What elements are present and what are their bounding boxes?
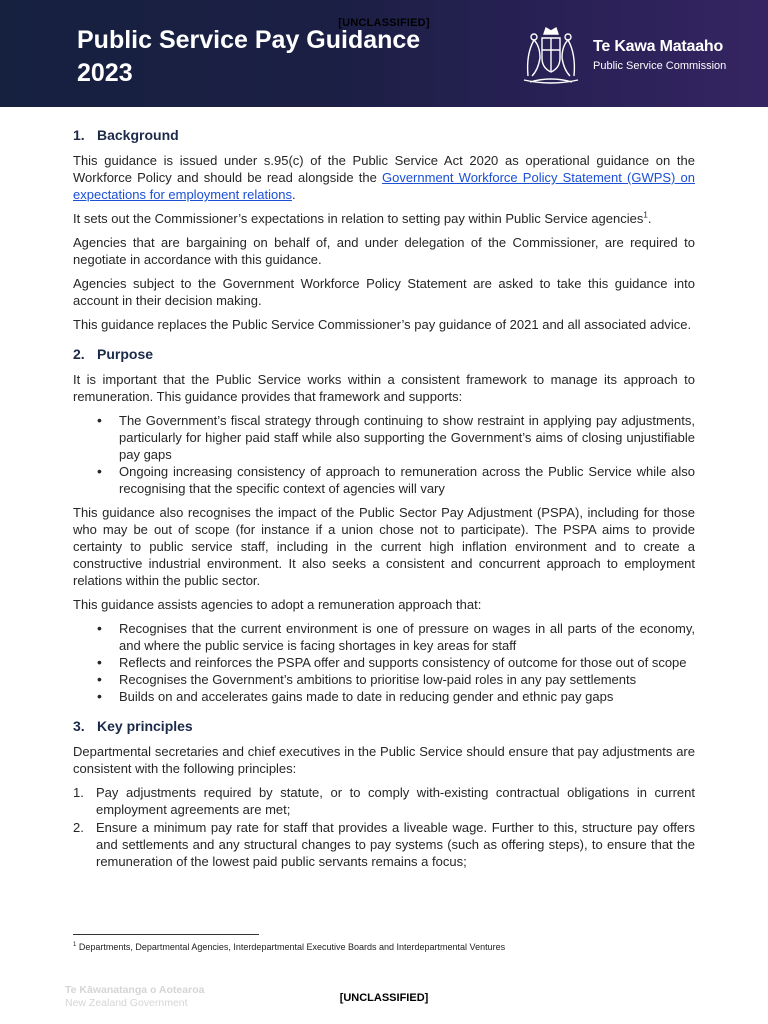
nz-government-logo: Te Kāwanatanga o Aotearoa New Zealand Government xyxy=(65,984,205,1009)
classification-label-top: [UNCLASSIFIED] xyxy=(338,17,430,29)
logo-name: Te Kawa Mataaho xyxy=(593,38,724,55)
list-item: 2. Ensure a minimum pay rate for staff that provides a liveable wage. Further to this, structure pay offers and settlements and any structural changes to pay systems (such as offering steps), to ensure that the remuneration of the lowest paid public servants remains a focus; xyxy=(73,820,695,869)
logo-subtitle: Public Service Commission xyxy=(593,60,727,72)
bullet-list xyxy=(73,412,695,497)
list-item: • Ongoing increasing consistency of approach to remuneration across the Public Service while also recognising that the specific context of agencies will vary xyxy=(73,463,695,497)
section-heading: 3. Key principles xyxy=(73,718,193,734)
paragraph: Agencies that are bargaining on behalf of, and under delegation of the Commissioner, are required to negotiate in accordance with this guidance. xyxy=(73,235,695,267)
list-item: 1. Pay adjustments required by statute, or to comply with-existing contractual obligations in current employment agreements are met; xyxy=(73,785,695,817)
list-item: • Recognises the Government’s ambitions to prioritise low-paid roles in any pay settlements xyxy=(73,671,695,688)
paragraph: This guidance assists agencies to adopt a remuneration approach that: xyxy=(73,597,482,612)
footnote: $^1$ Departments, Departmental Agencies, Interdepartmental Executive Boards and Interdepartmental Ventures xyxy=(73,942,506,952)
paragraph: Agencies subject to the Government Workforce Policy Statement are asked to take this guidance into account in their decision making. xyxy=(73,276,695,308)
paragraph: It is important that the Public Service works within a consistent framework to manage its approach to remuneration. This guidance provides that framework and supports: xyxy=(73,372,695,404)
section-purpose xyxy=(73,345,695,705)
paragraph: This guidance also recognises the impact of the Public Sector Pay Adjustment (PSPA), including for those who may be out of scope (for instance if a union chose not to participate). The PSPA aims to provide certainty to public service staff, including in the current high inflation environment and to create a constructive industrial environment. It also seeks a consistent and concurrent approach to employment relations within the public sector. xyxy=(73,505,695,588)
footnote-ref: 1 xyxy=(643,210,648,220)
list-item: • Reflects and reinforces the PSPA offer and supports consistency of outcome for those out of scope xyxy=(73,654,695,671)
list-item: • Builds on and accelerates gains made to date in reducing gender and ethnic pay gaps xyxy=(73,688,695,705)
commission-logo xyxy=(516,24,756,88)
paragraph: It sets out the Commissioner’s expectations in relation to setting pay within Public Service agencies$^1$. xyxy=(73,210,652,226)
section-key-principles xyxy=(73,717,695,870)
gwps-link[interactable]: Government Workforce Policy Statement (GWPS) on expectations for employment relations xyxy=(73,170,695,202)
bullet-list xyxy=(73,620,695,705)
paragraph: This guidance replaces the Public Service Commissioner’s pay guidance of 2021 and all associated advice. xyxy=(73,317,692,332)
list-item: • Recognises that the current environment is one of pressure on wages in all parts of the economy, and where the public service is facing shortages in key areas for staff xyxy=(73,620,695,654)
numbered-list xyxy=(73,784,695,870)
document-body xyxy=(73,126,695,882)
list-item: • The Government’s fiscal strategy through continuing to show restraint in applying pay adjustments, particularly for higher paid staff while also supporting the Government’s aims of closing unjustifiable pay gaps xyxy=(73,412,695,463)
footnote-divider xyxy=(73,934,259,935)
nz-coat-of-arms-icon xyxy=(516,24,586,86)
section-heading: 1. Background xyxy=(73,127,179,143)
section-background xyxy=(73,126,695,333)
section-heading: 2. Purpose xyxy=(73,346,154,362)
paragraph: Departmental secretaries and chief executives in the Public Service should ensure that pay adjustments are consistent with the following principles: xyxy=(73,744,695,776)
document-title: Public Service Pay Guidance 2023 xyxy=(77,26,421,87)
paragraph: This guidance is issued under s.95(c) of the Public Service Act 2020 as operational guidance on the Workforce Policy and should be read alongside the Government Workforce Policy Statement (GWPS) on expectations for employment relations. xyxy=(73,153,695,202)
classification-label-bottom: [UNCLASSIFIED] xyxy=(339,992,429,1004)
